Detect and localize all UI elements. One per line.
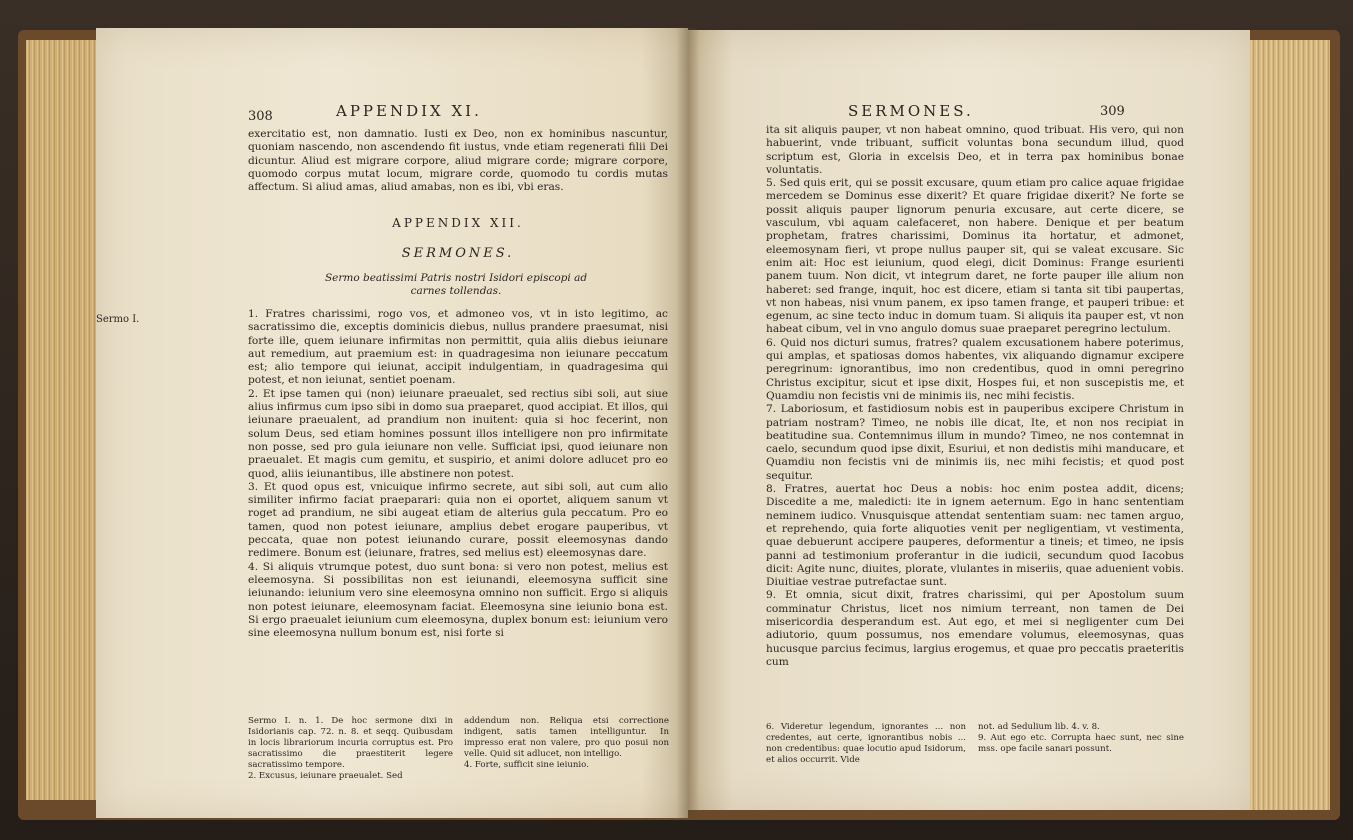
page-edges-right [1240,40,1330,810]
footnote: not. ad Sedulium lib. 4. v. 8. [978,722,1100,732]
footnotes-right-column [978,722,1184,755]
paragraph-3: 3. Et quod opus est, vnicuique infirmo secrete, aut sibi soli, aut cum alio similiter infirmo faciat praeparari: quia non ei oportet, aliquem sanum vt roget ad prandium, ne sibi augeat etiam de alterius gula peccatum. Pro eo tamen, quod non potest ieiunare, amplius debet erogare pauperibus, vt peccata, quae non potest ieiunando curare, possit eleemosynas dando redimere. Bonum est (ieiunare, fratres, sed melius est) eleemosynas dare. [248,480,668,560]
margin-label: Sermo I. [96,314,140,325]
footnote: 6. Videretur legendum, ignorantes ... non credentes, aut certe, ignorantibus nobis ... non credentibus: quae locutio apud Isidorum, et alios occurrit. Vide [766,722,966,765]
paragraph: 9. Et omnia, sicut dixit, fratres charissimi, qui per Apostolum suum comminatur Christus, licet nos nimium terreant, non tamen de Dei misericordia desperandum est. Aut ego, et mei si negligenter cum Dei adiutorio, quum possumus, nos emendare volumus, eleemosynas, quas hucusque parcius fecimus, largius erogemus, et quae pro peccatis praeteritis cum [766,589,1184,668]
footnotes-right-column [464,716,669,771]
footnotes-left-column [766,722,966,766]
page-number: 309 [1100,104,1125,119]
running-head: APPENDIX XI. [336,102,482,120]
paragraph-1: 1. Fratres charissimi, rogo vos, et admoneo vos, vt in isto legitimo, ac sacratissimo die, exceptis dominicis diebus, nullus prandere praesumat, nisi forte ille, quem ieiunare infirmitas non permittit, quia aliis diebus ieiunare aut remedium, aut praemium est: in quadragesima non ieiunare peccatum est; alio tempore qui ieiunat, accipit indulgentiam, in quadragesima qui potest, et non ieiunat, sentiet poenam. [248,308,668,387]
paragraph: ita sit aliquis pauper, vt non habeat omnino, quod tribuat. His vero, qui non habuerint, vnde tribuant, sufficit voluntas bona secundum illud, quod scriptum est, Gloria in excelsis Deo, et in terra pax hominibus bonae voluntatis. [766,124,1184,176]
paragraph-4: 4. Si aliquis vtrumque potest, duo sunt bona: si vero non potest, melius est eleemosyna. Si possibilitas non est ieiunandi, eleemosyna sufficit sine ieiunando: ieiunium vero sine eleemosyna omnino non sufficit. Ergo si aliquis non potest ieiunare, eleemosynam faciat. Eleemosyna sine ieiunio bona est. Si ergo praeualet ieiunium cum eleemosyna, duplex bonum est: ieiunium vero sine eleemosyna nullum bonum est, nisi forte si [248,560,668,640]
paragraph: 8. Fratres, auertat hoc Deus a nobis: hoc enim postea addit, dicens; Discedite a me, maledicti: ite in ignem aeternum. Ego in hanc sententiam neminem iudico. Vnusquisque attendat sententiam suam: nec tamen arguo, et reprehendo, quia forte aliquoties venit per negligentiam, vt vestimenta, quae debuerunt accipere pauperes, deformentur a tineis; et timeo, ne ipsis panni ad testimonium proferantur in die iudicii, secundum quod Iacobus dicit: Agite nunc, diuites, plorate, vlulantes in miseriis, quae aduenient vobis. Diuitiae vestrae putrefactae sunt. [766,483,1184,589]
paragraph: 5. Sed quis erit, qui se possit excusare, quum etiam pro calice aquae frigidae mercedem se Dominus esse dixerit? Et quare frigidae dixerit? Ne forte se possit aliquis pauper lignorum penuria excusare, aut certe dicere, se vasculum, vbi aquam calefaceret, non habere. Denique et per beatum prophetam, fratres charissimi, Dominus ita hortatur, et admonet, eleemosynam fieri, vt prope nullus pauper sit, qui se valeat excusare. Sic enim ait: Hoc est ieiunium, quod elegi, dicit Dominus: Frange esurienti panem tuum. Non dicit, vt integrum daret, ne forte pauper ille alium non haberet: sed frange, inquit, hoc est dicere, etiam si tanta sit tibi paupertas, vt non habeas, nisi vnum panem, ex ipso tamen frange, et pauperi tribue: et egenum, ac sine tecto induc in domum tuam. Si aliquis ita pauper est, vt non habeat cibum, vel in vno angulo domus suae praeparet peregrino lectulum. [766,177,1184,336]
book-gutter [676,28,700,818]
footnote: 9. Aut ego etc. Corrupta haec sunt, nec sine mss. ope facile sanari possunt. [978,733,1184,754]
running-head: SERMONES. [848,102,974,120]
footnote: addendum non. Reliqua etsi correctione indigent, satis tamen intelliguntur. In impresso erat non valere, pro quo posui non velle. Quid sit adlucet, non intelligo. [464,716,669,759]
paragraph: 7. Laboriosum, et fastidiosum nobis est in pauperibus excipere Christum in patriam nostram? Timeo, ne nobis ille dicat, Ite, et non nos recipiat in beatitudine sua. Contemnimus illum in mundo? Timeo, ne nos contemnat in caelo, secundum quod ipse dixit, Esuriui, et non dedistis mihi manducare, et Quamdiu non fecistis vni de minimis iis, nec mihi fecistis; et quod post sequitur. [766,403,1184,482]
page-edges-left [26,40,106,800]
paragraph: 6. Quid nos dicturi sumus, fratres? qualem excusationem habere poterimus, qui amplas, et spatiosas domos habentes, vix aliquando dignamur excipere peregrinum: ignorantibus, imo non credentibus, quod in omni peregrino Christus excipitur, sicut et ipse dixit, Hospes fui, et non suscepistis me, et Quamdiu non fecistis vni de minimis iis, nec mihi fecistis. [766,336,1184,402]
left-page [96,28,688,818]
opening-paragraph [248,128,668,194]
sermon-title: Sermo beatissimi Patris nostri Isidori episcopi ad carnes tollendas. [324,272,588,297]
paragraph-2: 2. Et ipse tamen qui (non) ieiunare praeualet, sed rectius sibi soli, aut siue alius infirmus cum ipso sibi in domo sua praeparet, quod accipiat. Et illos, qui ieiunare praeualent, ad prandium non inuitent: quia si hoc fecerint, non solum Deus, sed etiam homines possunt illos intelligere non pro infirmitate non posse, sed pro gula ieiunare non velle. Sufficiat ipsi, quod ieiunare non praeualet. Et magis cum gemitu, et suspirio, et animi dolore adlucet pro eo quod, aliis ieiunantibus, ille abstinere non potest. [248,387,668,480]
page-number: 308 [248,109,273,124]
section-title: SERMONES. [401,246,515,261]
footnote: Sermo I. n. 1. De hoc sermone dixi in Isidorianis cap. 72. n. 8. et seqq. Quibusdam in locis librariorum incuria corruptus est. Pro sacratissimo die praestiterit legere sacratissimo tempore. [248,716,453,770]
footnote: 2. Excusus, ieiunare praeualet. Sed [248,771,403,781]
sermon-body [248,308,668,640]
footnote: 4. Forte, sufficit sine ieiunio. [464,760,589,770]
section-heading: APPENDIX XII. [392,216,524,230]
opening-text: exercitatio est, non damnatio. Iusti ex Deo, non ex hominibus nascuntur, quoniam nascendo, non ascendendo fit iustus, vnde etiam regenerati filii Dei dicuntur. Aliud est migrare corpore, aliud migrare corde; migrare corpore, quomodo corpus mutat locum, migrare corde, quomodo tu cordis mutas affectum. Si aliud amas, aliud amabas, non es ibi, vbi eras. [248,128,668,194]
footnotes-left-column [248,716,453,782]
sermon-body [766,124,1184,669]
right-page [688,30,1250,810]
